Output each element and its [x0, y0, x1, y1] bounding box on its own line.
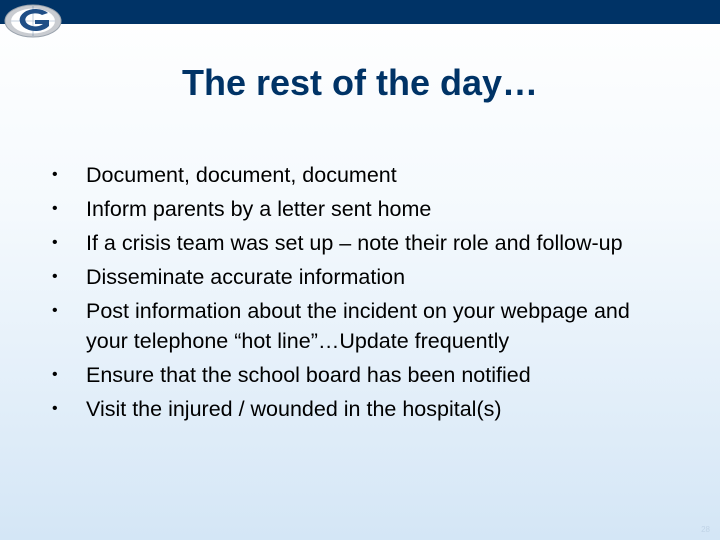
list-item — [52, 228, 672, 258]
slide-title: The rest of the day… — [181, 62, 539, 103]
bullet-icon: • — [52, 200, 58, 217]
logo — [4, 4, 62, 38]
bullet-icon: • — [52, 166, 58, 183]
header-bar — [0, 0, 720, 24]
bullet-icon: • — [52, 234, 58, 251]
bullet-text: Document, document, document — [86, 163, 397, 187]
bullet-list — [52, 160, 672, 428]
bullet-text: Ensure that the school board has been notified — [86, 363, 531, 387]
page-number: 28 — [701, 525, 710, 534]
list-item — [52, 296, 672, 356]
list-item — [52, 360, 672, 390]
bullet-text: Disseminate accurate information — [86, 265, 406, 289]
list-item — [52, 194, 672, 224]
bullet-icon: • — [52, 268, 58, 285]
list-item — [52, 394, 672, 424]
bullet-icon: • — [52, 366, 58, 383]
bullet-text: Post information about the incident on your webpage and your telephone “hot line”…Update frequently — [86, 299, 630, 353]
globe-logo-icon — [4, 4, 62, 38]
list-item — [52, 160, 672, 190]
list-item — [52, 262, 672, 292]
bullet-icon: • — [52, 400, 58, 417]
bullet-text: If a crisis team was set up – note their role and follow-up — [86, 231, 623, 255]
bullet-text: Inform parents by a letter sent home — [86, 197, 432, 221]
bullet-text: Visit the injured / wounded in the hospital(s) — [86, 397, 502, 421]
bullet-icon: • — [52, 302, 58, 319]
